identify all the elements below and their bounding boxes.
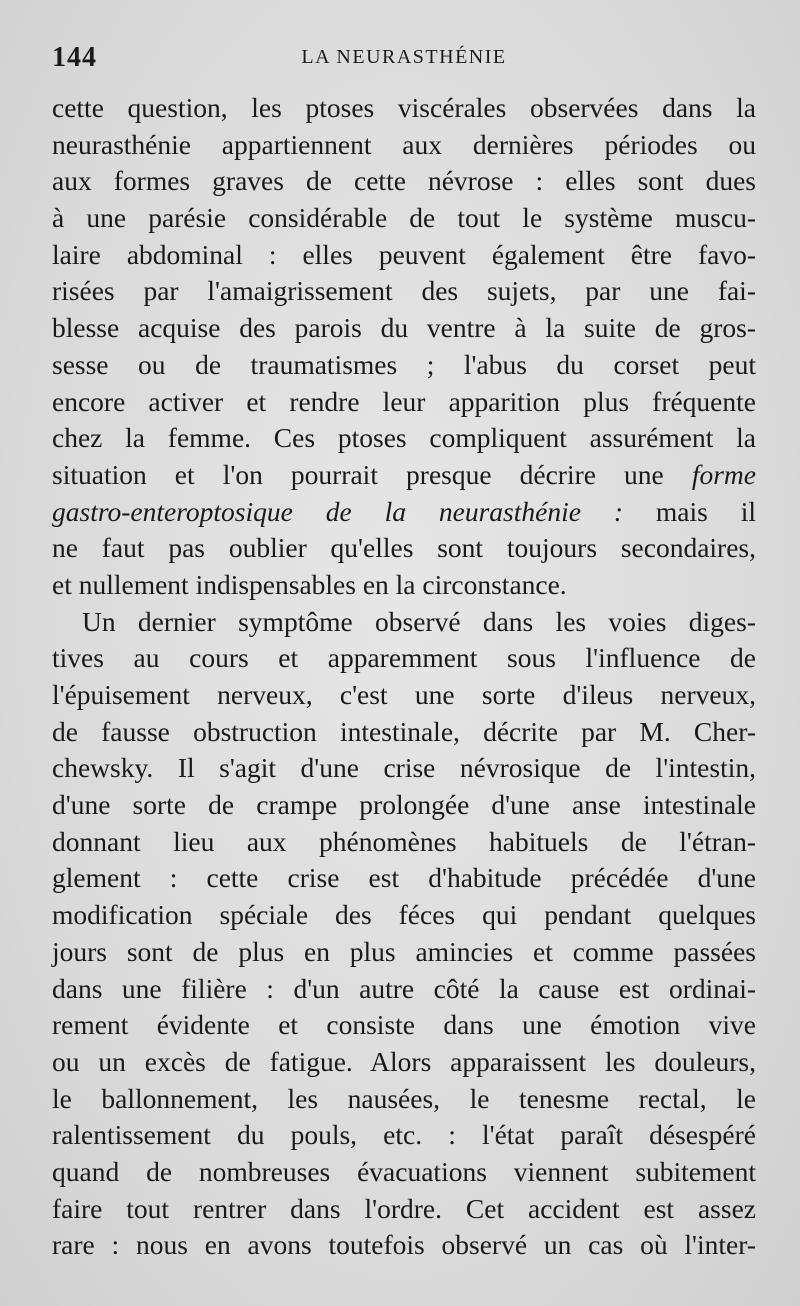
text-line: neurasthénie appartiennent aux dernières périodes ou [52,128,756,160]
paragraph-1 [52,90,756,604]
text-line: risées par l'amaigrissement des sujets, par une fai- [52,275,756,307]
text-line: sesse ou de traumatismes ; l'abus du corset peut [52,348,756,380]
text-segment: mais il [622,495,756,527]
text-line: faire tout rentrer dans l'ordre. Cet accident est assez [52,1192,756,1224]
text-line: jours sont de plus en plus amincies et comme passées [52,935,756,967]
text-line: chez la femme. Ces ptoses compliquent assurément la [52,422,756,454]
text-line-with-italic [52,457,756,494]
paragraph-2 [52,604,756,1264]
text-line: encore activer et rendre leur apparition plus fréquente [52,385,756,417]
text-line: rare : nous en avons toutefois observé un cas où l'inter- [52,1229,756,1261]
text-line: le ballonnement, les nausées, le tenesme rectal, le [52,1082,756,1114]
text-line: laire abdominal : elles peuvent également être favo- [52,238,756,270]
text-line: chewsky. Il s'agit d'une crise névrosique de l'intestin, [52,752,756,784]
text-line: rement évidente et consiste dans une émotion vive [52,1009,756,1041]
text-line: modification spéciale des féces qui pendant quelques [52,899,756,931]
text-line: ou un excès de fatigue. Alors apparaissent les douleurs, [52,1045,756,1077]
text-line: l'épuisement nerveux, c'est une sorte d'ileus nerveux, [52,679,756,710]
text-line: de fausse obstruction intestinale, décrite par M. Cher- [52,715,756,747]
text-line: blesse acquise des parois du ventre à la suite de gros- [52,312,756,344]
text-segment: situation et l'on pourrait presque décrire une [52,458,664,490]
text-line: Un dernier symptôme observé dans les voies diges- [82,605,756,637]
body-text [52,90,756,1264]
page-number: 144 [52,42,97,73]
text-line-with-italic [52,494,756,531]
text-line: quand de nombreuses évacuations viennent subitement [52,1155,756,1187]
text-line: aux formes graves de cette névrose : elles sont dues [52,165,756,197]
running-title: LA NEURASTHÉNIE [301,46,507,68]
text-line: glement : cette crise est d'habitude précédée d'une [52,862,756,894]
text-line: d'une sorte de crampe prolongée d'une anse intestinale [52,789,756,821]
text-line: et nullement indispensables en la circonstance. [52,568,567,600]
text-line: donnant lieu aux phénomènes habituels de l'étran- [52,825,756,857]
text-line: tives au cours et apparemment sous l'influence de [52,642,756,674]
text-line: à une parésie considérable de tout le système muscu- [52,202,756,234]
text-line: ne faut pas oublier qu'elles sont toujours secondaires, [52,532,756,564]
text-line: dans une filière : d'un autre côté la cause est ordinai- [52,972,756,1004]
text-line: cette question, les ptoses viscérales observées dans la [52,92,756,123]
italic-text: gastro-enteroptosique de la neurasthénie : [52,495,623,527]
page-header [52,38,756,74]
text-line: ralentissement du pouls, etc. : l'état paraît désespéré [52,1119,756,1151]
italic-text: forme [691,458,757,490]
